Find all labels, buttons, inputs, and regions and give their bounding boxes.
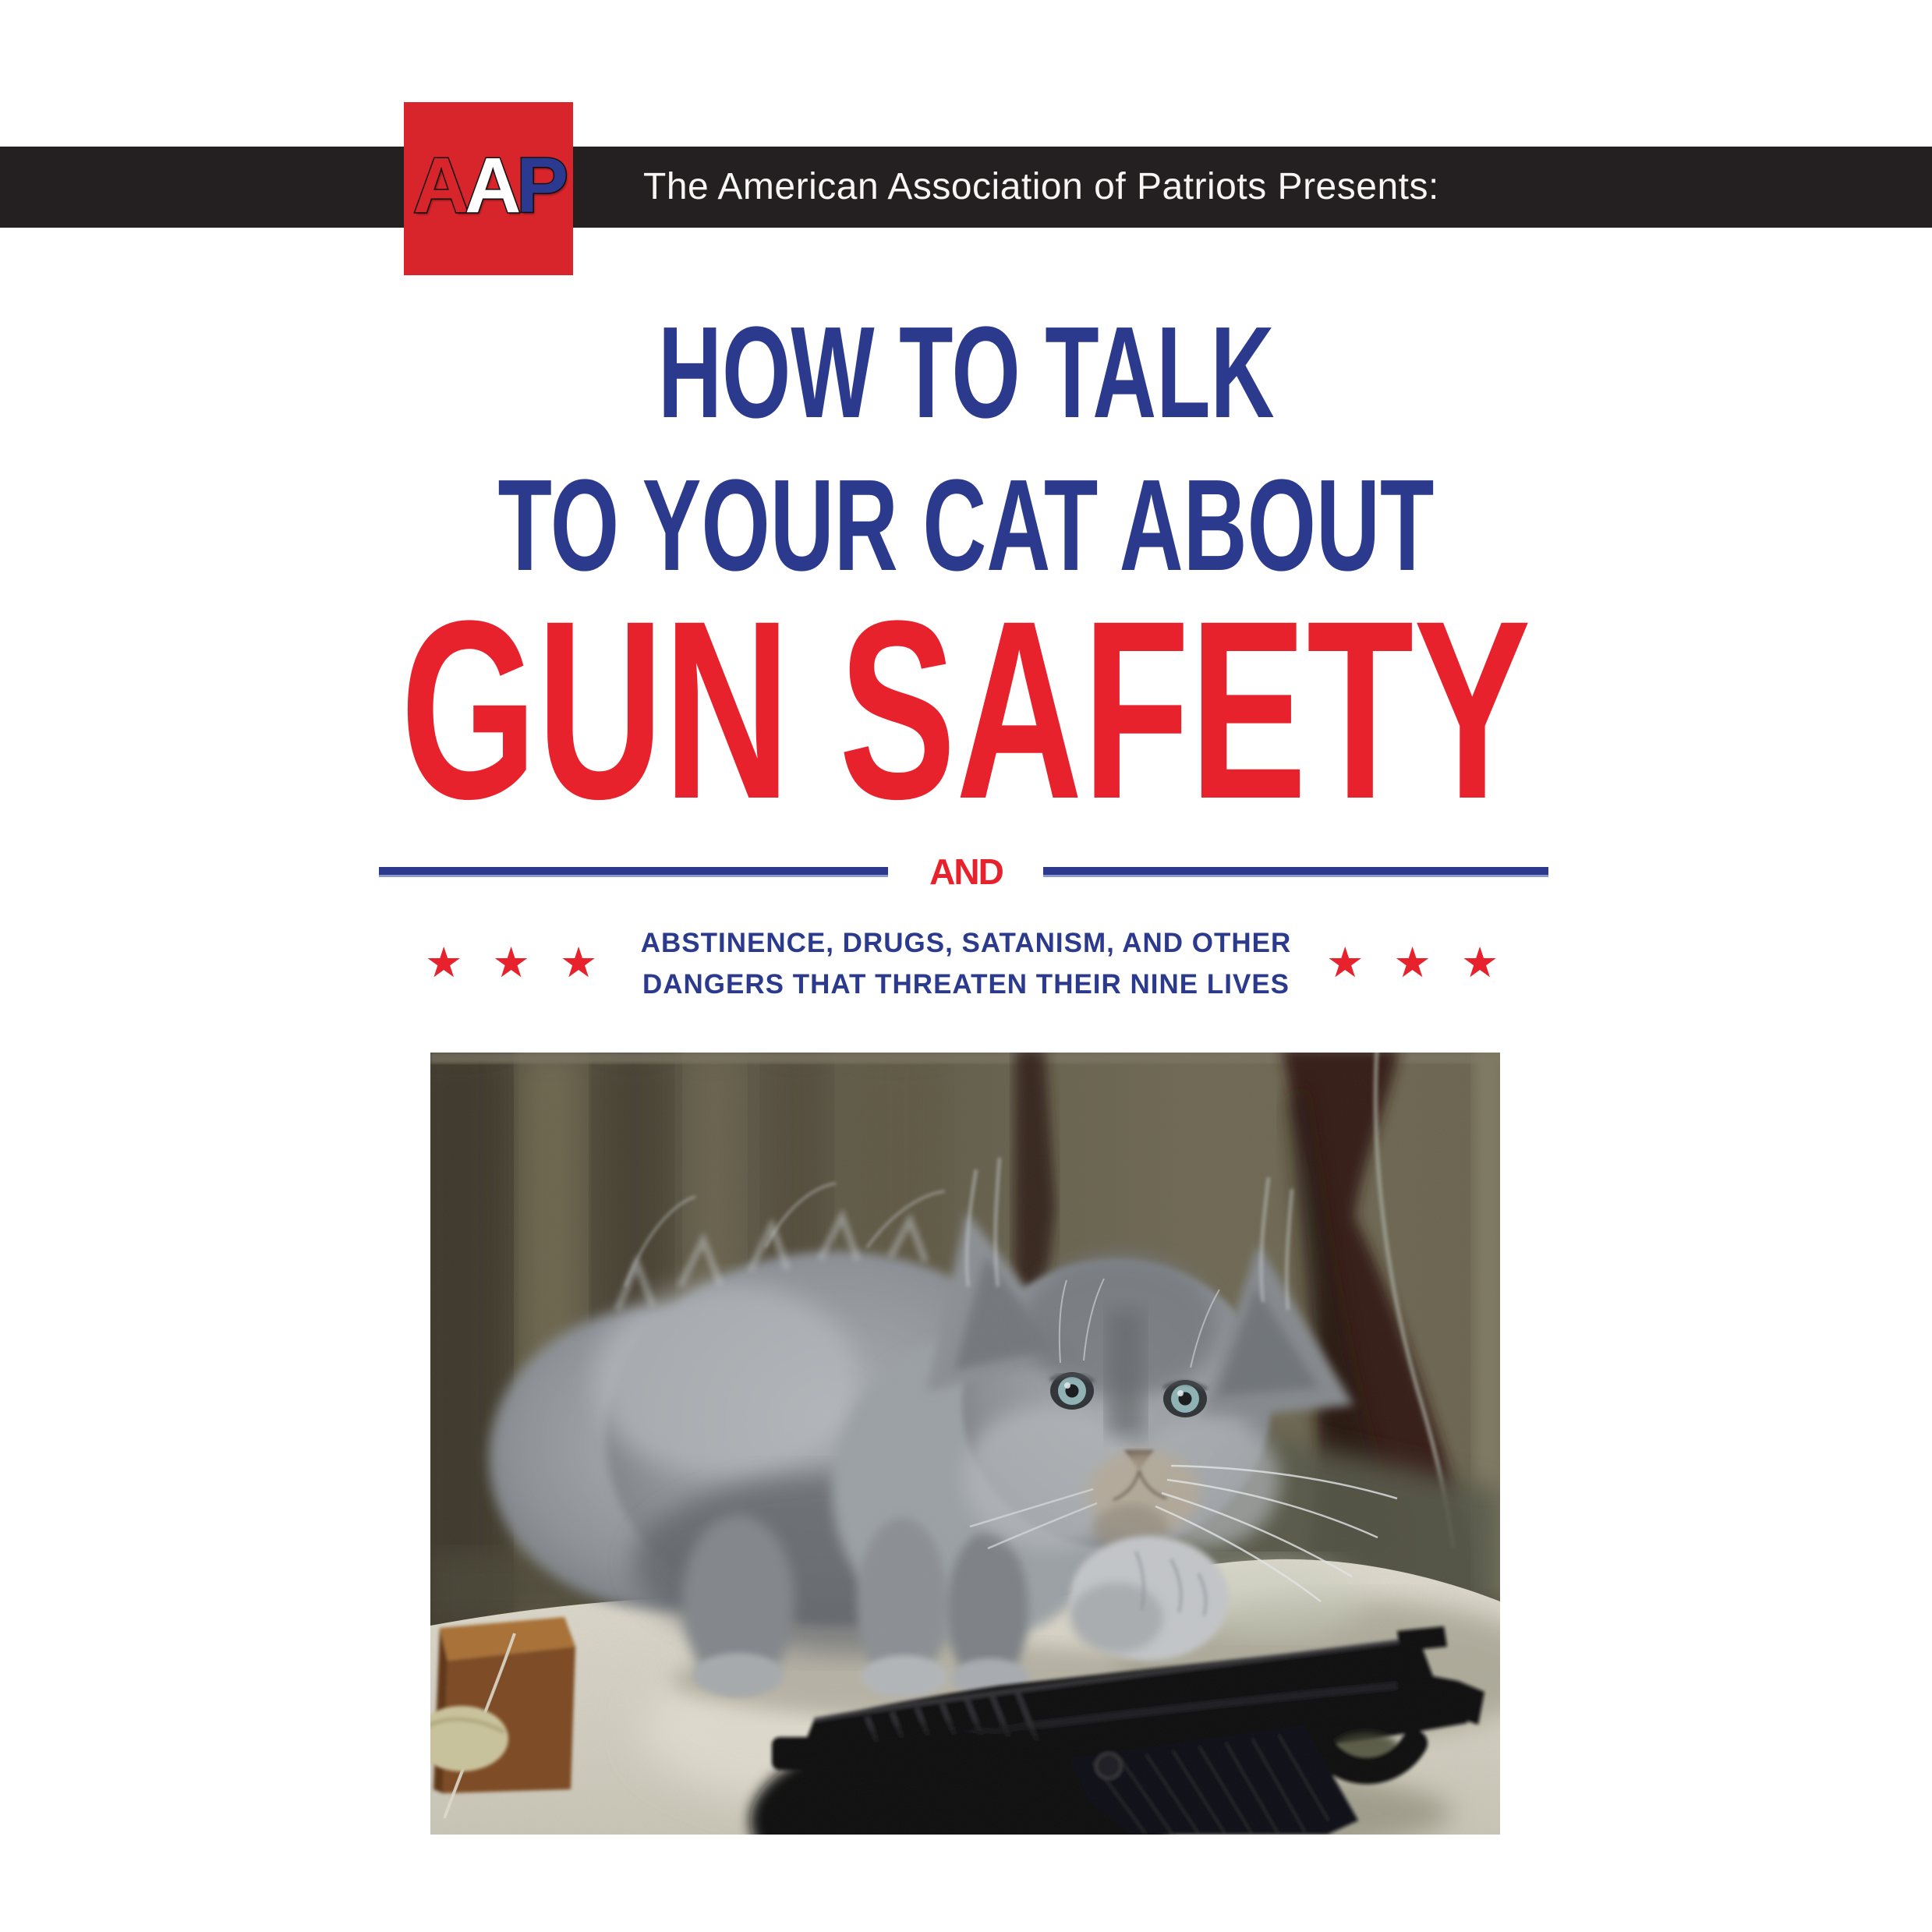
banner-bar [0, 147, 1932, 228]
logo-letter-p: P [516, 141, 564, 229]
star-icon: ★ [1326, 938, 1364, 987]
subtitle-line-1: ABSTINENCE, DRUGS, SATANISM, AND OTHER [640, 928, 1292, 958]
star-icon: ★ [1460, 938, 1499, 987]
banner-text: The American Association of Patriots Presents: [643, 166, 1439, 207]
divider-line-right [1043, 867, 1548, 877]
subtitle-line-2: DANGERS THAT THREATEN THEIR NINE LIVES [642, 969, 1290, 1000]
logo-letter-a1: A [412, 141, 465, 229]
aap-logo [404, 102, 573, 275]
star-group-left [425, 938, 598, 987]
star-icon: ★ [1393, 938, 1431, 987]
divider-label: AND [929, 851, 1003, 892]
logo-letter-a2: A [465, 141, 517, 229]
star-icon: ★ [425, 938, 463, 987]
photo-grain [430, 1053, 1500, 1835]
aap-logo-letters [413, 141, 564, 231]
title-line-2: TO YOUR CAT ABOUT [497, 453, 1435, 598]
star-group-right [1326, 938, 1499, 987]
subtitle [0, 922, 1932, 1005]
cover-photo [430, 1053, 1500, 1835]
title-line-1: HOW TO TALK [657, 300, 1275, 445]
title-line-3: GUN SAFETY [401, 568, 1531, 852]
star-icon: ★ [492, 938, 530, 987]
star-icon: ★ [559, 938, 598, 987]
